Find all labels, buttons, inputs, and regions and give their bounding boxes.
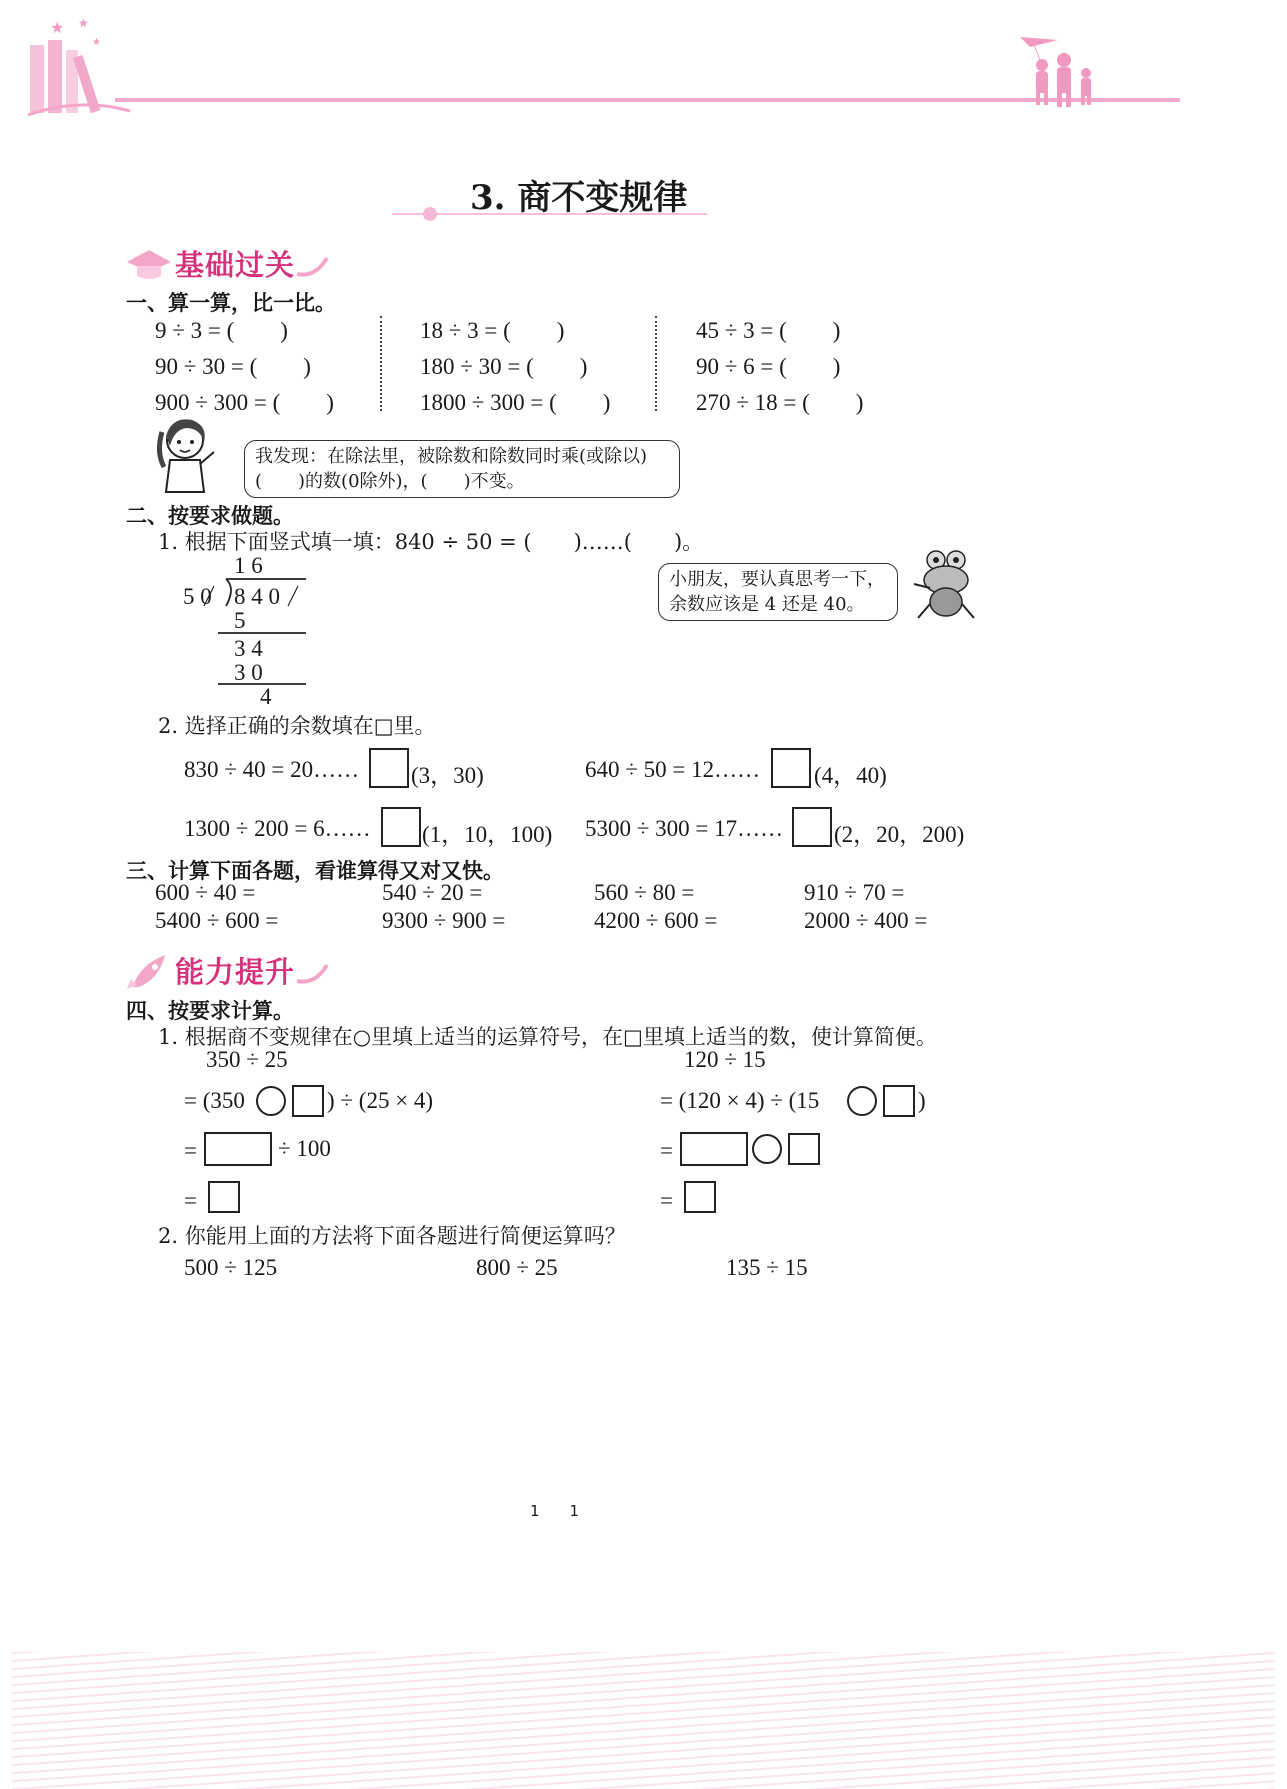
answer-box[interactable] [883, 1085, 915, 1117]
q3-problem: 540 ÷ 20 = [382, 880, 483, 905]
q4-left-line2: ÷ 100 [278, 1136, 331, 1161]
q4-heading: 四、按要求计算。 [126, 999, 294, 1023]
answer-box[interactable] [369, 748, 409, 788]
q3-problem: 600 ÷ 40 = [155, 880, 256, 905]
div-dividend: 8 4 0 [234, 584, 280, 609]
div-quotient: 1 6 [234, 553, 263, 578]
svg-text:★: ★ [92, 37, 101, 48]
ribbon-tail-icon [295, 951, 335, 991]
div-step1: 5 [234, 608, 246, 633]
answer-box[interactable] [292, 1085, 324, 1117]
q3-problem: 2000 ÷ 400 = [804, 908, 928, 933]
q4-right-expr: 120 ÷ 15 [684, 1047, 766, 1072]
rocket-icon [125, 951, 175, 991]
svg-text:★: ★ [50, 18, 65, 37]
q2-eq1: 830 ÷ 40 = 20…… [184, 757, 360, 782]
div-divisor: 5 0 [183, 584, 212, 609]
q1-c2-r1: 18 ÷ 3 = ( ) [420, 318, 565, 343]
ribbon-tail-icon [295, 244, 335, 284]
discovery-bubble [244, 440, 680, 498]
graduation-cap-icon [125, 244, 175, 284]
answer-box[interactable] [208, 1181, 240, 1213]
q2-eq4: 5300 ÷ 300 = 17…… [585, 816, 784, 841]
answer-box[interactable] [771, 748, 811, 788]
q1-c2-r3: 1800 ÷ 300 = ( ) [420, 390, 611, 415]
answer-box[interactable] [788, 1133, 820, 1165]
answer-box-wide[interactable] [204, 1132, 272, 1166]
svg-text:★: ★ [78, 16, 89, 30]
q2-item1: 1. 根据下面竖式填一填：840 ÷ 50 = ( )……( )。 [158, 530, 704, 554]
div-step2: 3 4 [234, 636, 263, 661]
operator-circle[interactable] [752, 1134, 782, 1164]
q1-c1-r1: 9 ÷ 3 = ( ) [155, 318, 288, 343]
q2-eq3: 1300 ÷ 200 = 6…… [184, 816, 371, 841]
q3-problem: 4200 ÷ 600 = [594, 908, 718, 933]
q4-problem: 800 ÷ 25 [476, 1255, 558, 1280]
girl-illustration-icon [152, 412, 222, 497]
answer-box[interactable] [792, 807, 832, 847]
q4-left-expr: 350 ÷ 25 [206, 1047, 288, 1072]
q4-left-line1a: = (350 [184, 1088, 245, 1113]
eq-sign: = [184, 1188, 197, 1213]
div-remainder: 4 [260, 684, 272, 709]
hint-line-2: 余数应该是 4 还是 40。 [669, 594, 865, 615]
q3-problem: 9300 ÷ 900 = [382, 908, 506, 933]
title-underline [392, 205, 707, 223]
divider [655, 316, 657, 411]
eq-sign: = [184, 1138, 197, 1163]
q1-c3-r3: 270 ÷ 18 = ( ) [696, 390, 864, 415]
q4-problem: 135 ÷ 15 [726, 1255, 808, 1280]
footer-stripes [12, 1652, 1275, 1789]
answer-box[interactable] [381, 807, 421, 847]
eq-sign: = [660, 1188, 673, 1213]
q2-heading: 二、按要求做题。 [126, 504, 294, 528]
q1-c1-r2: 90 ÷ 30 = ( ) [155, 354, 311, 379]
header-decoration [20, 15, 1270, 125]
q4-left-line1b: ) ÷ (25 × 4) [327, 1088, 434, 1113]
section-advanced [125, 950, 335, 991]
section-advanced-label: 能力提升 [175, 955, 296, 989]
q2-opt2: (4，40) [814, 763, 887, 788]
q4-right-line1b: ) [918, 1088, 926, 1113]
page-number: 1 1 [530, 1502, 580, 1520]
q1-c2-r2: 180 ÷ 30 = ( ) [420, 354, 588, 379]
q2-opt3: (1，10，100) [422, 822, 553, 847]
answer-box-wide[interactable] [680, 1132, 748, 1166]
q3-problem: 910 ÷ 70 = [804, 880, 905, 905]
q2-opt1: (3，30) [411, 763, 484, 788]
section-basic [125, 243, 335, 284]
divider [380, 316, 382, 411]
children-kite-icon [1020, 37, 1091, 107]
q1-c3-r1: 45 ÷ 3 = ( ) [696, 318, 841, 343]
q2-opt4: (2，20，200) [834, 822, 965, 847]
q1-heading: 一、算一算，比一比。 [126, 291, 336, 315]
q3-heading: 三、计算下面各题，看谁算得又对又快。 [126, 859, 504, 883]
q1-c3-r2: 90 ÷ 6 = ( ) [696, 354, 841, 379]
bubble-line-1: 我发现：在除法里，被除数和除数同时乘(或除以) [255, 446, 648, 467]
q1-c1-r3: 900 ÷ 300 = ( ) [155, 390, 334, 415]
eq-sign: = [660, 1138, 673, 1163]
q4-problem: 500 ÷ 125 [184, 1255, 278, 1280]
books-icon [28, 16, 130, 115]
q4-right-line1a: = (120 × 4) ÷ (15 [660, 1088, 820, 1113]
q2-eq2: 640 ÷ 50 = 12…… [585, 757, 761, 782]
hint-bubble [658, 563, 898, 621]
q3-problem: 560 ÷ 80 = [594, 880, 695, 905]
operator-circle[interactable] [847, 1086, 877, 1116]
q4-item2: 2. 你能用上面的方法将下面各题进行简便运算吗？ [158, 1224, 626, 1248]
frog-illustration-icon [900, 544, 985, 624]
operator-circle[interactable] [256, 1086, 286, 1116]
hint-line-1: 小朋友，要认真思考一下， [669, 569, 885, 590]
bubble-line-2: ( )的数(0除外)，( )不变。 [255, 471, 525, 492]
q2-item2: 2. 选择正确的余数填在□里。 [158, 714, 436, 738]
answer-box[interactable] [684, 1181, 716, 1213]
section-basic-label: 基础过关 [175, 248, 296, 282]
div-step3: 3 0 [234, 660, 263, 685]
page-title: 3. 商不变规律 [470, 178, 688, 218]
q4-item1: 1. 根据商不变规律在○里填上适当的运算符号，在□里填上适当的数，使计算简便。 [158, 1025, 937, 1049]
q3-problem: 5400 ÷ 600 = [155, 908, 279, 933]
